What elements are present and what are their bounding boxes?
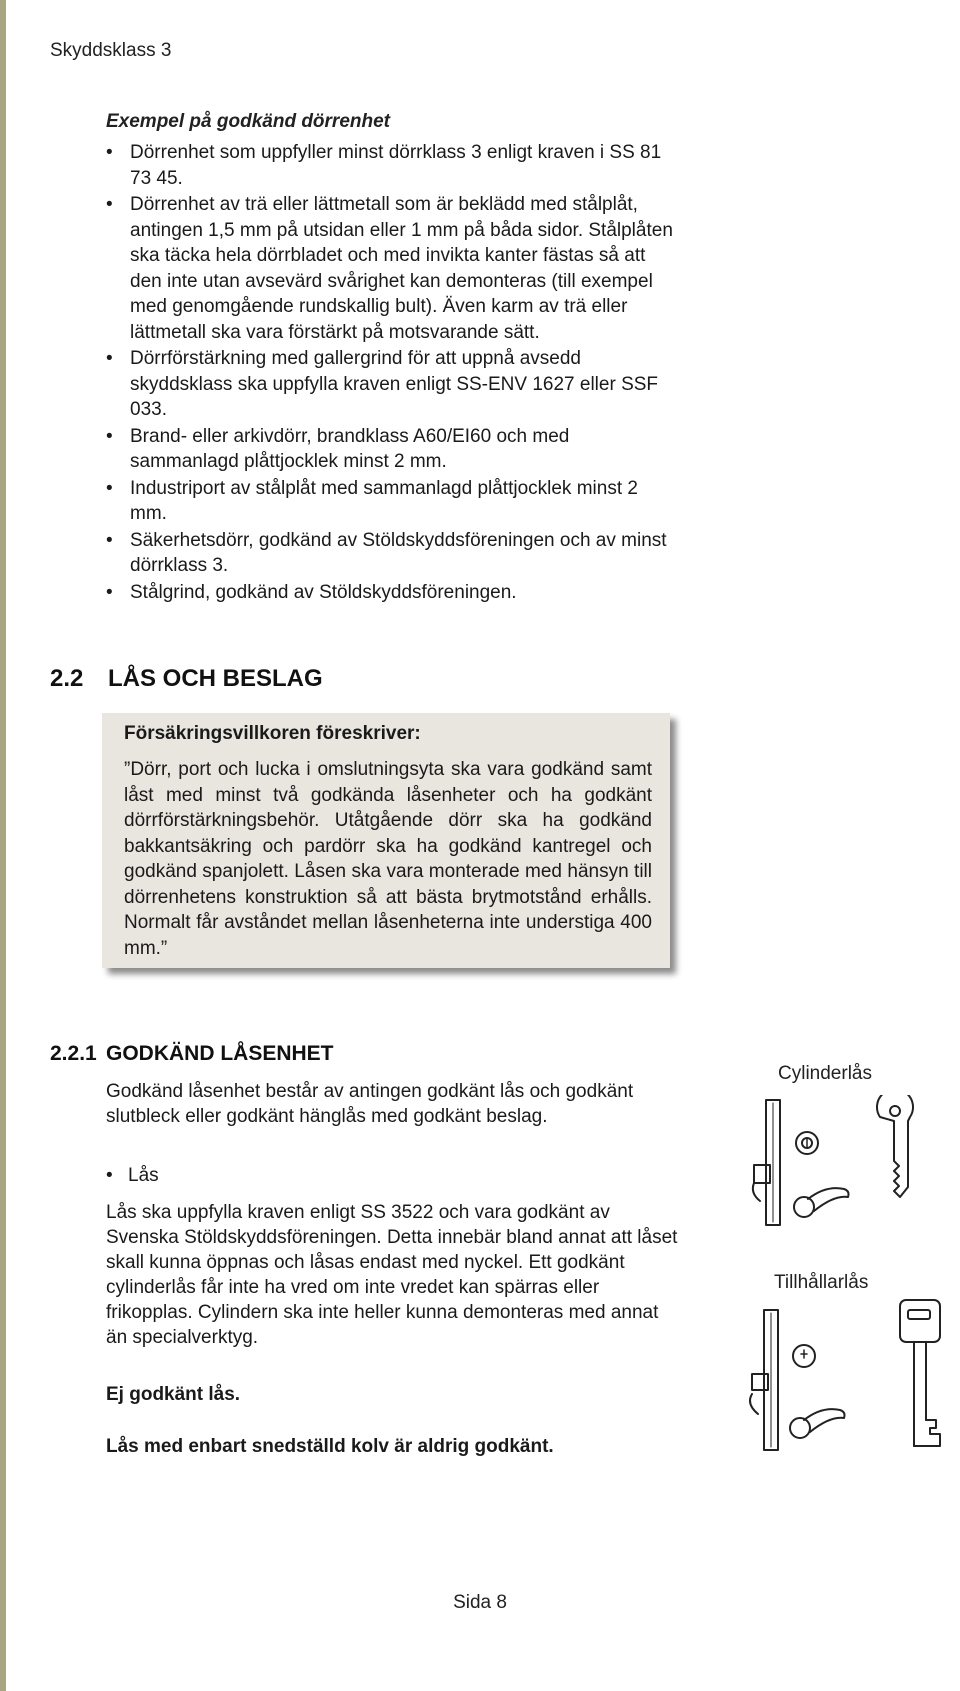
not-approved-text: Lås med enbart snedställd kolv är aldrig godkänt. [106, 1436, 554, 1457]
section-title: LÅS OCH BESLAG [108, 665, 323, 692]
lever-key-bow [900, 1300, 940, 1342]
lever-lock-label: Tillhållarlås [774, 1272, 869, 1293]
list-item: • Stålgrind, godkänd av Stöldskyddsföreningen. [106, 580, 676, 606]
quote-body: ”Dörr, port och lucka i omslutningsyta ska vara godkänd samt låst med minst två godkända låsenheter och ha godkänt dörrförstärkningsbehör. Utåtgående dörr ska ha godkänd bakkantsäkring och pardörr ska ha godkänd kantregel och godkänd spanjolett. Låsen ska vara monterade med hänsyn till dörrenhetens konstruktion så att bästa brytmotstånd erhålls. Normalt får avståndet mellan låsenheterna inte understiga 400 mm.” [124, 759, 652, 959]
list-item: • Industriport av stålplåt med sammanlagd plåttjocklek minst 2 mm. [106, 476, 676, 527]
page-edge-bar [0, 0, 6, 1691]
section-heading [50, 665, 323, 693]
cylinder-lock-illustration [748, 1095, 948, 1230]
section-number: 2.2 [50, 665, 84, 692]
page-number: Sida 8 [453, 1592, 507, 1613]
list-item: • Dörrförstärkning med gallergrind för att uppnå avsedd skyddsklass ska uppfylla kraven enligt SS-ENV 1627 eller SSF 033. [106, 346, 676, 423]
subsection-title: GODKÄND LÅSENHET [106, 1042, 334, 1065]
handle-rose [794, 1197, 814, 1217]
cylinder-key [877, 1095, 913, 1197]
lever-lock-illustration [742, 1298, 952, 1458]
list-item: • Dörrenhet som uppfyller minst dörrklass 3 enligt kraven i SS 81 73 45. [106, 140, 676, 191]
lock-bolt [752, 1374, 768, 1390]
handle-rose [790, 1418, 810, 1438]
running-header: Skyddsklass 3 [50, 40, 172, 61]
latch [750, 1394, 758, 1414]
list-item: • Dörrenhet av trä eller lättmetall som är beklädd med stålplåt, antingen 1,5 mm på utsidan eller 1 mm på båda sidor. Stålplåten ska täcka hela dörrbladet och med invikta kanter fästas så att den inte utan avsevärd svårighet kan demonteras (till exempel med genomgående rundskallig bult). Även karm av trä eller lättmetall ska vara förstärkt på motsvarande sätt. [106, 192, 676, 345]
list-item: • Brand- eller arkivdörr, brandklass A60/EI60 och med sammanlagd plåttjocklek minst 2 mm. [106, 424, 676, 475]
policy-quote-box [102, 713, 670, 968]
intro-paragraph: Godkänd låsenhet består av antingen godkänt lås och godkänt slutbleck eller godkänt hänglås med godkänt beslag. [106, 1081, 634, 1127]
subsection-heading [50, 1042, 334, 1066]
quote-title: Försäkringsvillkoren föreskriver: [124, 723, 421, 744]
latch [753, 1183, 760, 1201]
lock-bullet: • Lås [106, 1165, 159, 1186]
lock-bullet-label: Lås [128, 1165, 159, 1186]
example-heading: Exempel på godkänd dörrenhet [106, 111, 390, 132]
lock-bolt [754, 1165, 770, 1183]
list-item: • Säkerhetsdörr, godkänd av Stöldskyddsföreningen och av minst dörrklass 3. [106, 528, 676, 579]
lever-key-bit [914, 1420, 940, 1446]
lock-paragraph: Lås ska uppfylla kraven enligt SS 3522 och vara godkänt av Svenska Stöldskyddsföreningen. Detta innebär bland annat att låset skall kunna öppnas och låsas endast med nyckel. Ett godkänt cylinderlås får inte ha vred om inte vredet kan spärras eller frikopplas. Cylindern ska inte heller kunna demonteras med annat än specialverktyg. [106, 1202, 678, 1348]
example-list [106, 140, 676, 606]
not-approved-heading: Ej godkänt lås. [106, 1384, 241, 1405]
subsection-number: 2.2.1 [50, 1042, 97, 1065]
cylinder-lock-label: Cylinderlås [778, 1063, 872, 1084]
